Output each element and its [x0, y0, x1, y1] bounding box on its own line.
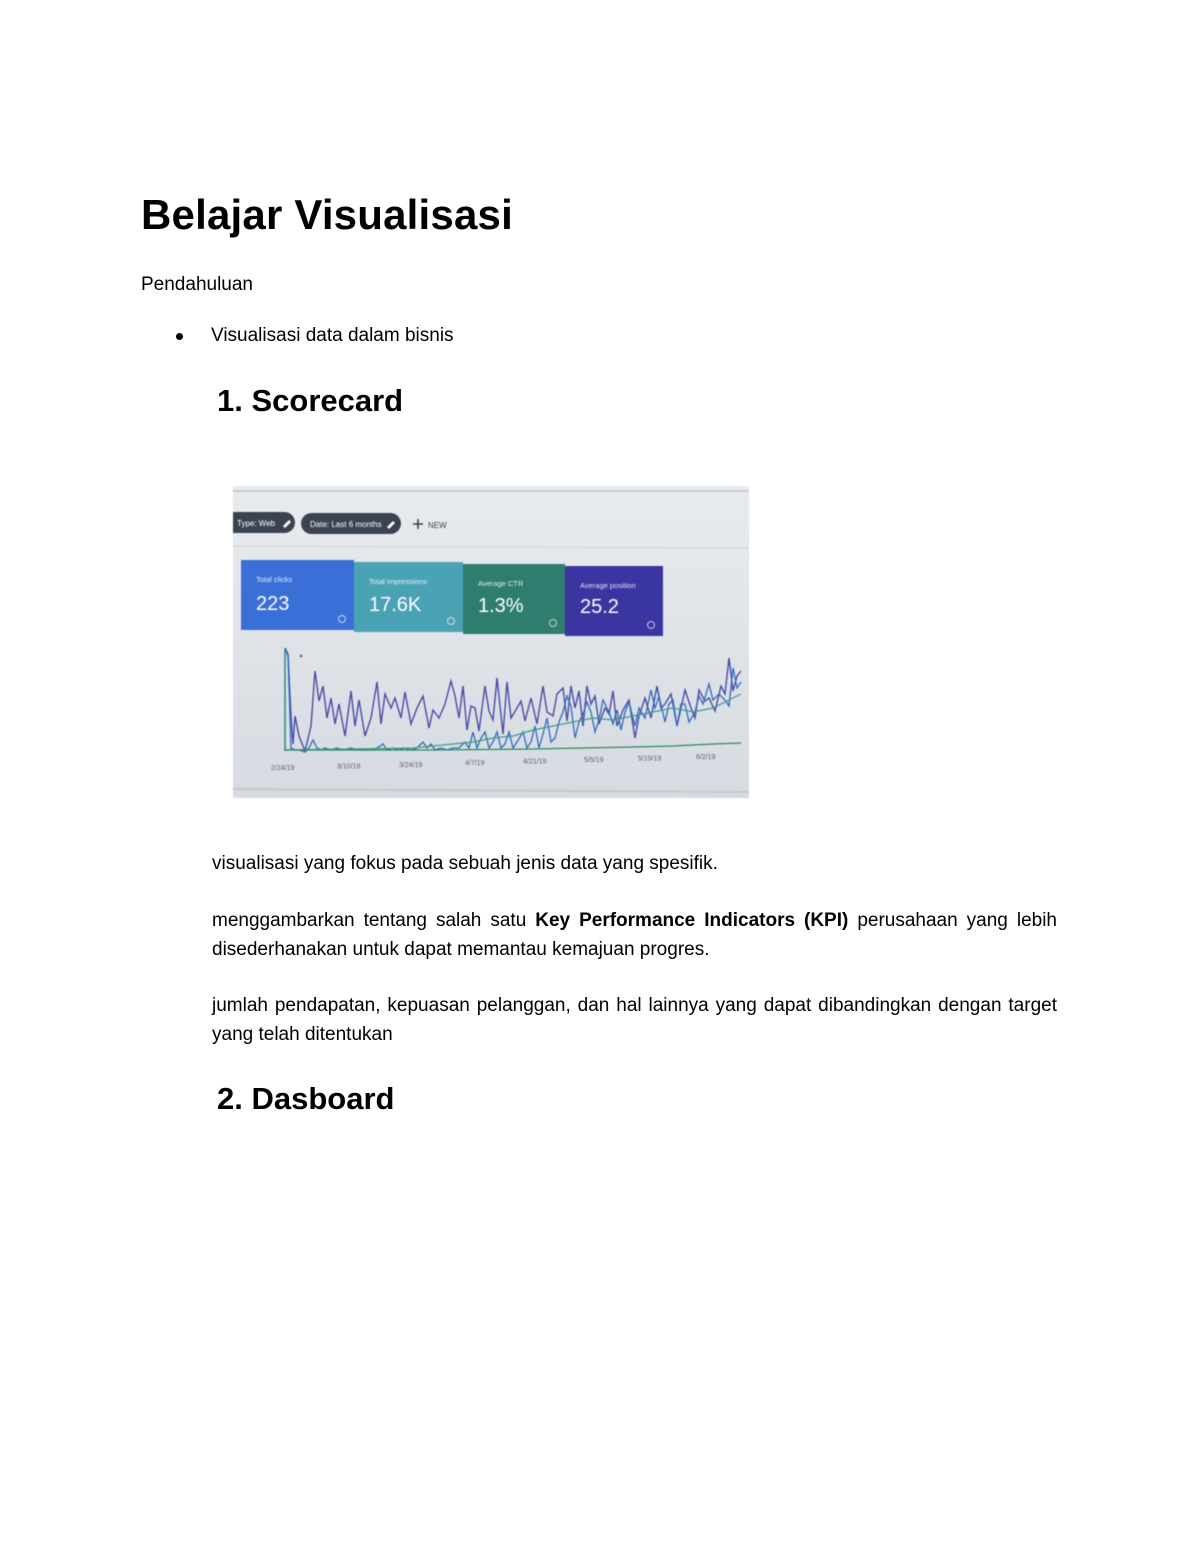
date-tick-label: 4/21/19 [523, 758, 547, 766]
metric-value: 1.3% [478, 595, 524, 617]
metric-value: 223 [256, 593, 290, 615]
metric-label: Average CTR [478, 579, 524, 588]
bullet-dot-icon [176, 333, 183, 340]
p2-text-before: menggambarkan tentang salah satu [212, 910, 536, 931]
date-tick-label: 3/10/19 [337, 763, 361, 771]
scorecard-paragraph-3: jumlah pendapatan, kepuasan pelanggan, dan hal lainnya yang dapat dibandingkan dengan target yang telah ditentukan [212, 995, 1057, 1045]
section-heading-scorecard: 1. Scorecard [217, 383, 404, 418]
metric-value: 17.6K [369, 594, 422, 616]
metric-label: Total clicks [256, 575, 293, 584]
date-axis [271, 754, 716, 772]
type-filter-label: Type: Web [237, 519, 276, 528]
type-filter-chip [233, 512, 295, 533]
section-heading-dasboard: 2. Dasboard [217, 1081, 395, 1116]
new-filter-button [413, 519, 447, 530]
metric-card [565, 566, 663, 636]
date-tick-label: 4/7/19 [465, 760, 485, 768]
scorecard-paragraph-1: visualisasi yang fokus pada sebuah jenis data yang spesifik. [212, 853, 718, 874]
plus-icon [413, 519, 423, 529]
metric-card [463, 564, 565, 634]
p2-text-after: perusahaan yang lebih disederhanakan untuk dapat memantau kemajuan progres. [212, 910, 1057, 960]
date-tick-label: 5/19/19 [638, 755, 662, 763]
date-filter-chip [301, 513, 401, 534]
new-label: NEW [428, 521, 447, 530]
metric-value: 25.2 [580, 596, 619, 618]
metric-card [354, 562, 463, 632]
date-tick-label: 3/24/19 [399, 761, 423, 769]
date-tick-label: 5/5/19 [584, 757, 604, 764]
metric-label: Total impressions [369, 577, 427, 586]
metric-label: Average position [580, 581, 636, 590]
bullet-text: Visualisasi data dalam bisnis [211, 325, 454, 346]
intro-label: Pendahuluan [141, 274, 253, 295]
scorecard-photo [233, 486, 749, 798]
performance-chart [285, 648, 741, 752]
date-filter-label: Date: Last 6 months [310, 520, 382, 529]
page-title: Belajar Visualisasi [141, 191, 513, 238]
metric-cards [241, 560, 663, 636]
date-tick-label: 2/24/19 [271, 765, 295, 772]
kpi-bold-text: Key Performance Indicators (KPI) [535, 910, 849, 931]
scorecard-paragraph-2 [212, 906, 1057, 964]
date-tick-label: 6/2/19 [696, 753, 716, 761]
metric-card [241, 560, 354, 630]
